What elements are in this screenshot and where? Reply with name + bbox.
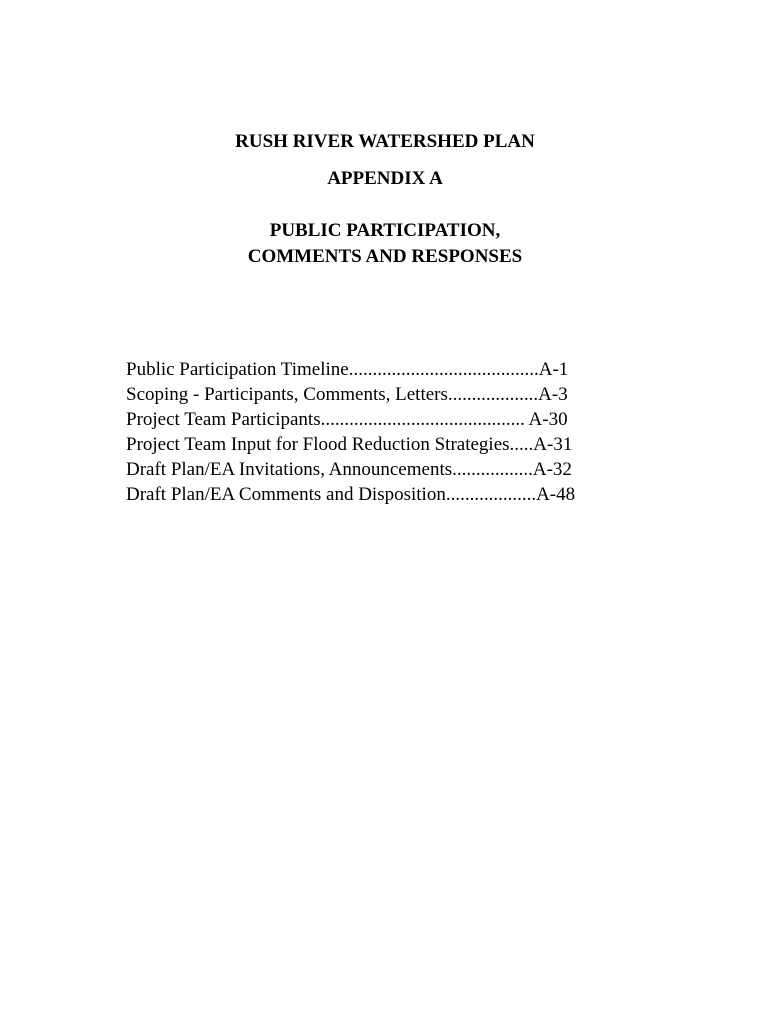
appendix-label: APPENDIX A bbox=[327, 168, 443, 189]
toc-entry-project-team-input: Project Team Input for Flood Reduction Strategies.....A-31 bbox=[126, 434, 573, 455]
toc-entry-public-participation-timeline: Public Participation Timeline........................................A-1 bbox=[126, 359, 569, 380]
toc-entry-draft-plan-invitations: Draft Plan/EA Invitations, Announcements.................A-32 bbox=[126, 459, 572, 480]
table-of-contents bbox=[126, 357, 646, 507]
toc-entry-scoping: Scoping - Participants, Comments, Letters...................A-3 bbox=[126, 384, 568, 405]
subtitle-line-1: PUBLIC PARTICIPATION, bbox=[269, 220, 501, 241]
toc-entry-draft-plan-comments: Draft Plan/EA Comments and Disposition...................A-48 bbox=[126, 484, 576, 505]
document-title: RUSH RIVER WATERSHED PLAN bbox=[235, 131, 535, 152]
toc-entry-project-team-participants: Project Team Participants........................................... A-30 bbox=[126, 409, 568, 430]
subtitle-line-2: COMMENTS AND RESPONSES bbox=[247, 246, 523, 267]
